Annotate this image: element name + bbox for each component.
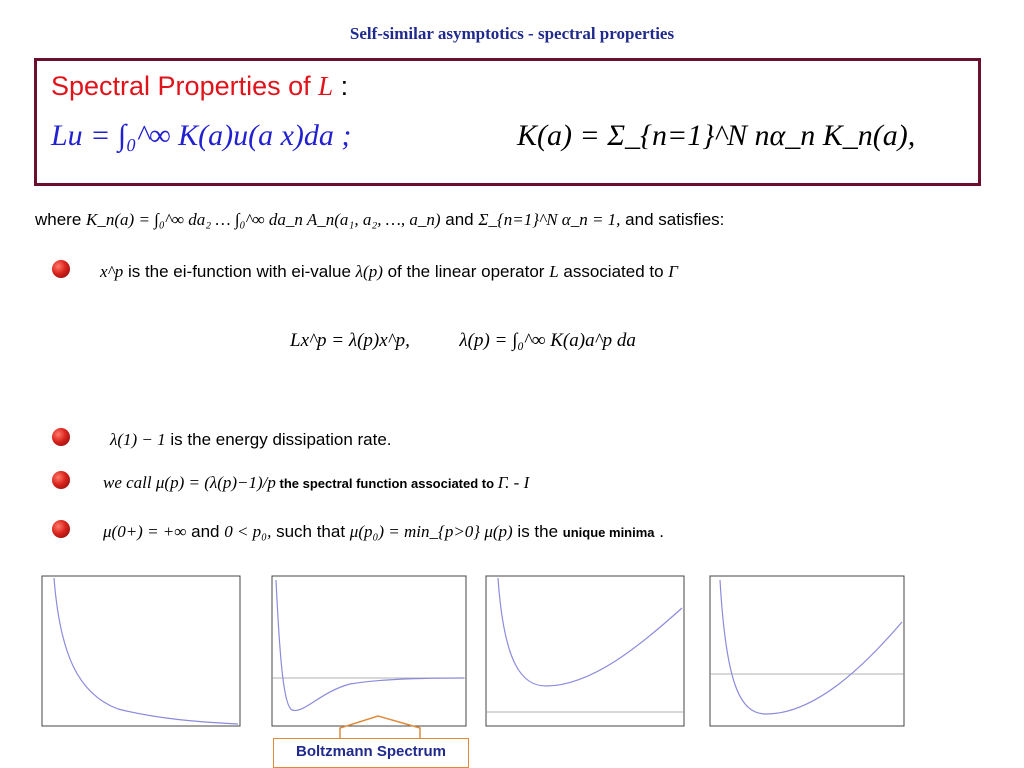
bullet-4-bold: unique minima bbox=[562, 525, 655, 540]
eigenvalue-equation bbox=[290, 330, 636, 352]
display-eq-right: λ(p) = ∫₀^∞ K(a)a^p da bbox=[459, 330, 636, 351]
bullet-item-eigenfunction bbox=[100, 262, 678, 282]
bullet-1-m1: λ(p) bbox=[355, 262, 383, 281]
bullet-item-spectral-function bbox=[103, 473, 529, 493]
plot-decreasing-spectrum bbox=[38, 574, 244, 730]
plot-boltzmann-spectrum bbox=[270, 574, 470, 730]
eq2-text: K(a) = Σ_{n=1}^N nα_n K_n(a), bbox=[517, 119, 916, 152]
page-title: Self-similar asymptotics - spectral properties bbox=[349, 24, 675, 43]
bullet-1-text1: is the ei-function with ei-value bbox=[123, 262, 356, 281]
bullet-1-lead: x^p bbox=[100, 262, 124, 281]
bullet-2-text1: is the energy dissipation rate. bbox=[165, 430, 392, 449]
bullet-4-text2: such that bbox=[271, 522, 350, 541]
where-suffix: and satisfies: bbox=[625, 210, 725, 229]
display-eq-left: Lx^p = λ(p)x^p, bbox=[290, 330, 410, 351]
boltzmann-spectrum-label: Boltzmann Spectrum bbox=[273, 738, 469, 768]
bullet-icon bbox=[52, 471, 70, 489]
where-formula-kn: K_n(a) = ∫₀^∞ da₂ … ∫₀^∞ da_n A_n(a₁, a₂, …, a_n) bbox=[86, 210, 441, 229]
bullet-4-text1: and bbox=[186, 522, 225, 541]
bullet-4-m2: μ(p₀) = min_{p>0} μ(p) bbox=[349, 522, 513, 541]
bullet-4-m1: 0 < p₀, bbox=[224, 522, 272, 541]
bullet-icon bbox=[52, 260, 70, 278]
bullet-item-dissipation bbox=[110, 430, 392, 450]
bullet-1-text3: associated to bbox=[558, 262, 669, 281]
box-title bbox=[51, 71, 348, 102]
where-and: and bbox=[445, 210, 474, 229]
bullet-item-unique-minimum bbox=[103, 522, 664, 542]
bullet-2-lead: λ(1) − 1 bbox=[110, 430, 166, 449]
box-title-text: Spectral Properties of bbox=[51, 71, 319, 101]
bullet-3-text1: the spectral function associated to bbox=[275, 476, 498, 491]
where-prefix: where bbox=[35, 210, 82, 229]
bullet-1-m2: L bbox=[549, 262, 559, 281]
box-title-colon: : bbox=[333, 71, 349, 101]
plot-convex-spectrum-positive-min bbox=[482, 574, 688, 730]
bullet-1-text2: of the linear operator bbox=[382, 262, 550, 281]
bullet-1-m3: Γ bbox=[668, 262, 678, 281]
bullet-4-lead: μ(0+) = +∞ bbox=[103, 522, 187, 541]
bullet-3-m1: Γ. - I bbox=[497, 473, 530, 492]
bullet-4-text3: is the bbox=[512, 522, 563, 541]
box-title-var: L bbox=[318, 71, 334, 101]
eq1-text: Lu = ∫₀^∞ K(a)u(a x)da ; bbox=[51, 119, 352, 152]
callout-pointer bbox=[330, 712, 440, 740]
kernel-definition bbox=[517, 119, 915, 153]
bullet-4-text4: . bbox=[654, 522, 664, 541]
bullet-icon bbox=[52, 428, 70, 446]
definition-box bbox=[34, 58, 981, 186]
bullet-icon bbox=[52, 520, 70, 538]
where-formula-sum: Σ_{n=1}^N α_n = 1, bbox=[478, 210, 621, 229]
bullet-3-lead: we call μ(p) = (λ(p)−1)/p bbox=[103, 473, 276, 492]
where-line bbox=[35, 210, 724, 230]
operator-definition bbox=[51, 119, 351, 153]
plot-convex-spectrum-negative-min bbox=[706, 574, 908, 730]
